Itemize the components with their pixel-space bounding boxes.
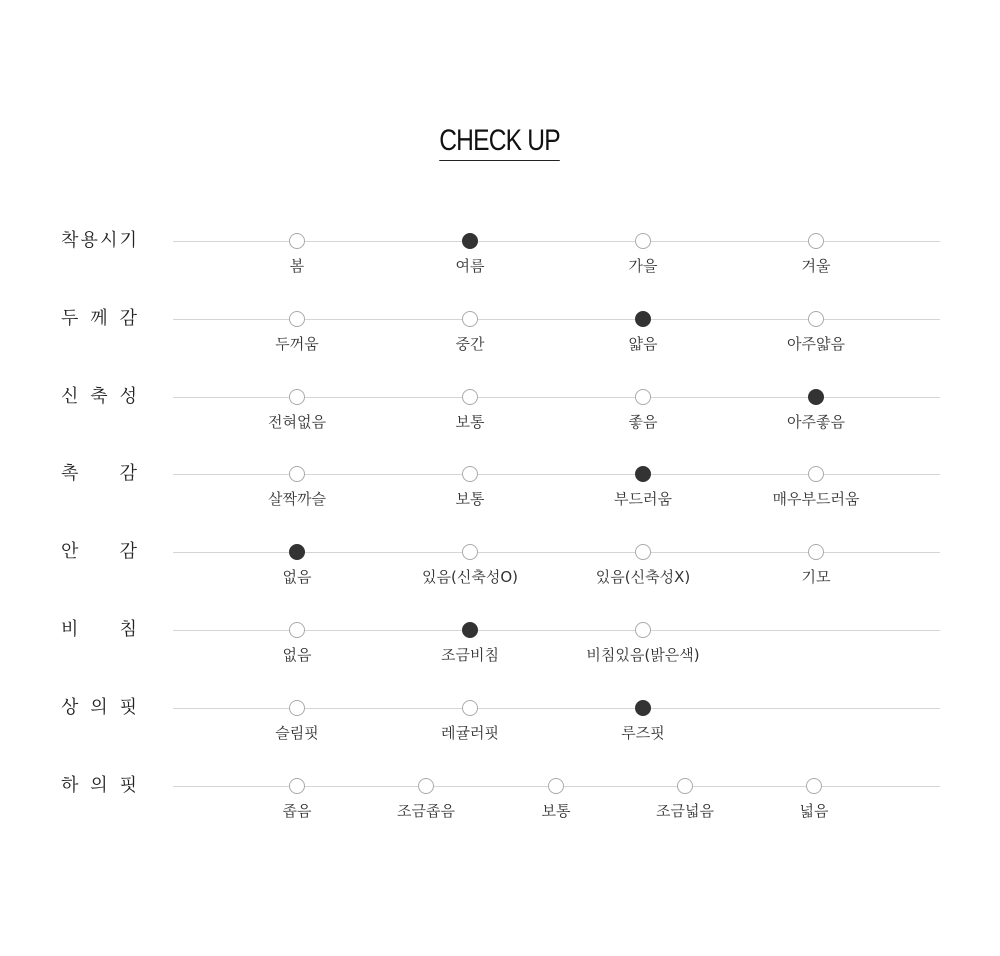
row-label-char: 감: [119, 463, 137, 484]
row-label: [61, 618, 137, 642]
radio-unselected[interactable]: [462, 544, 478, 560]
radio-unselected[interactable]: [289, 778, 305, 794]
row-label-char: 성: [119, 386, 137, 407]
radio-selected[interactable]: [635, 311, 651, 327]
radio-unselected[interactable]: [289, 700, 305, 716]
row-label-char: 촉: [61, 463, 79, 484]
radio-unselected[interactable]: [677, 778, 693, 794]
row-label-char: 축: [90, 386, 108, 407]
radio-selected[interactable]: [808, 389, 824, 405]
row-label-char: 의: [90, 697, 108, 718]
radio-selected[interactable]: [462, 233, 478, 249]
option-label: 조금좁음: [397, 802, 455, 820]
checkup-row: [0, 463, 1000, 534]
radio-unselected[interactable]: [289, 389, 305, 405]
radio-unselected[interactable]: [806, 778, 822, 794]
row-label-char: 기: [119, 230, 137, 251]
option-label: 두꺼움: [275, 335, 319, 353]
row-label-char: 감: [119, 308, 137, 329]
radio-unselected[interactable]: [635, 544, 651, 560]
radio-unselected[interactable]: [462, 700, 478, 716]
radio-unselected[interactable]: [462, 466, 478, 482]
radio-unselected[interactable]: [289, 466, 305, 482]
option-label: 넓음: [799, 802, 829, 820]
row-label: [61, 696, 137, 720]
option-label: 있음(신축성O): [422, 568, 518, 586]
option-label: 좁음: [282, 802, 312, 820]
page-title-text: CHECK UP: [440, 124, 561, 161]
option-label: 봄: [289, 257, 305, 275]
option-label: 없음: [282, 568, 312, 586]
radio-unselected[interactable]: [808, 466, 824, 482]
row-label: [61, 462, 137, 486]
radio-unselected[interactable]: [289, 622, 305, 638]
row-label-char: 두: [61, 308, 79, 329]
row-label: [61, 229, 137, 253]
option-label: 비침있음(밝은색): [586, 646, 700, 664]
radio-selected[interactable]: [635, 700, 651, 716]
option-label: 매우부드러움: [772, 490, 860, 508]
row-label-char: 감: [119, 541, 137, 562]
checkup-row: [0, 697, 1000, 768]
option-label: 보통: [541, 802, 571, 820]
option-label: 슬림핏: [275, 724, 319, 742]
option-label: 중간: [455, 335, 485, 353]
radio-unselected[interactable]: [808, 233, 824, 249]
row-label-char: 하: [61, 775, 79, 796]
row-label-char: 비: [61, 619, 79, 640]
radio-unselected[interactable]: [635, 389, 651, 405]
row-label-char: 신: [61, 386, 79, 407]
row-label-char: 핏: [119, 697, 137, 718]
row-label-char: 의: [90, 775, 108, 796]
radio-selected[interactable]: [635, 466, 651, 482]
radio-selected[interactable]: [462, 622, 478, 638]
option-label: 아주얇음: [787, 335, 845, 353]
radio-selected[interactable]: [289, 544, 305, 560]
option-label: 보통: [455, 490, 485, 508]
option-label: 없음: [282, 646, 312, 664]
checkup-row: [0, 308, 1000, 379]
option-label: 아주좋음: [787, 413, 845, 431]
checkup-row: [0, 541, 1000, 612]
page-title: [0, 124, 1000, 161]
row-label-char: 핏: [119, 775, 137, 796]
row-label-char: 께: [90, 308, 108, 329]
option-label: 부드러움: [614, 490, 672, 508]
row-label-char: 상: [61, 697, 79, 718]
row-label-char: 시: [100, 230, 118, 251]
radio-unselected[interactable]: [808, 311, 824, 327]
row-label: [61, 774, 137, 798]
option-label: 조금넓음: [656, 802, 714, 820]
option-label: 얇음: [628, 335, 658, 353]
row-label-char: 착: [61, 230, 79, 251]
row-label-char: 침: [119, 619, 137, 640]
option-label: 전혀없음: [268, 413, 326, 431]
row-label: [61, 307, 137, 331]
radio-unselected[interactable]: [289, 233, 305, 249]
checkup-row: [0, 386, 1000, 457]
row-label-char: 용: [80, 230, 98, 251]
option-label: 레귤러핏: [441, 724, 499, 742]
checkup-row: [0, 775, 1000, 846]
radio-unselected[interactable]: [635, 622, 651, 638]
radio-unselected[interactable]: [808, 544, 824, 560]
checkup-row: [0, 619, 1000, 690]
radio-unselected[interactable]: [462, 389, 478, 405]
checkup-row: [0, 230, 1000, 301]
option-label: 보통: [455, 413, 485, 431]
radio-unselected[interactable]: [289, 311, 305, 327]
option-label: 있음(신축성X): [595, 568, 691, 586]
option-label: 겨울: [801, 257, 831, 275]
row-label-char: 안: [61, 541, 79, 562]
option-label: 기모: [801, 568, 831, 586]
option-label: 조금비침: [441, 646, 499, 664]
option-label: 가을: [628, 257, 658, 275]
radio-unselected[interactable]: [418, 778, 434, 794]
option-label: 살짝까슬: [268, 490, 326, 508]
radio-unselected[interactable]: [548, 778, 564, 794]
radio-unselected[interactable]: [635, 233, 651, 249]
radio-unselected[interactable]: [462, 311, 478, 327]
row-label: [61, 385, 137, 409]
row-label: [61, 540, 137, 564]
option-label: 루즈핏: [621, 724, 665, 742]
option-label: 여름: [455, 257, 485, 275]
option-label: 좋음: [628, 413, 658, 431]
